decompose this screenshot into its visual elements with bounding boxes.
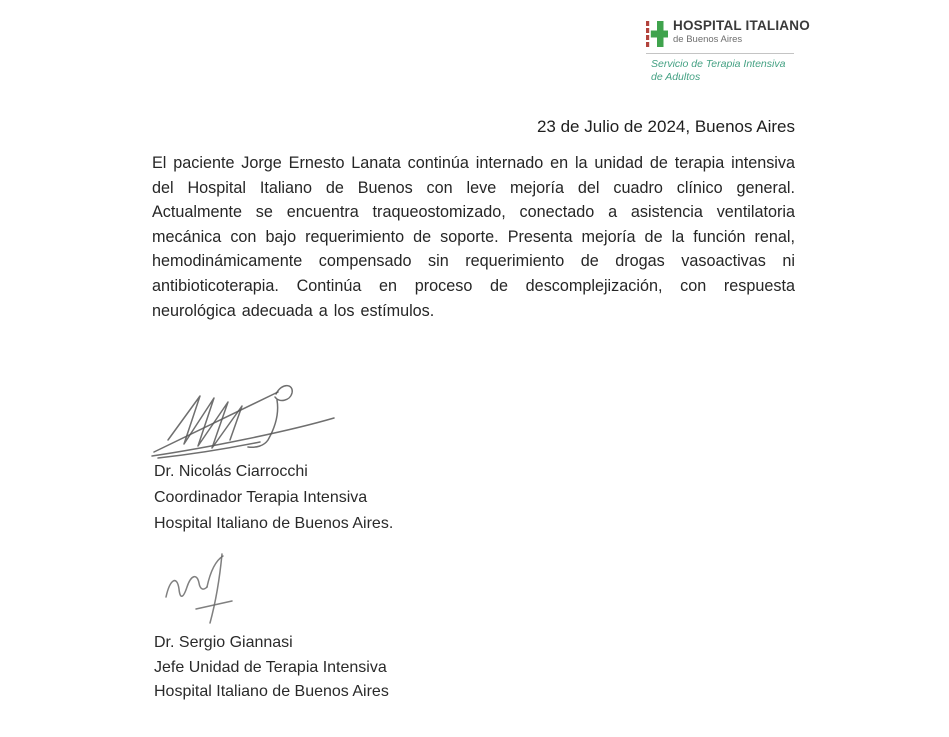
signatory-name: Dr. Sergio Giannasi: [154, 634, 293, 651]
signatory-name: Dr. Nicolás Ciarrocchi: [154, 463, 308, 480]
letter-body: El paciente Jorge Ernesto Lanata continúa internado en la unidad de terapia intensiva del Hospital Italiano de Buenos con leve mejoría del cuadro clínico general. Actualmente se encuentra traqueostomizado, conectado a asistencia ventilatoria mecánica con bajo requerimiento de soporte. Presenta mejoría de la función renal, hemodinámicamente compensado sin requerimiento de drogas vasoactivas ni antibioticoterapia. Continúa en proceso de descomplejización, con respuesta neurológica adecuada a los estímulos.: [152, 154, 795, 320]
logo-divider: [646, 53, 794, 54]
signatory-title: Coordinador Terapia Intensiva: [154, 489, 368, 506]
service-line2: de Adultos: [651, 70, 701, 83]
signatory-block-1: [154, 459, 393, 537]
signatory-block-2: [154, 631, 389, 705]
signatory-org: Hospital Italiano de Buenos Aires.: [154, 515, 394, 532]
hospital-name: HOSPITAL ITALIANO: [673, 18, 810, 33]
hospital-cross-icon: [646, 20, 668, 48]
date-line: 23 de Julio de 2024, Buenos Aires: [536, 117, 795, 136]
hospital-location: de Buenos Aires: [673, 33, 743, 45]
signatory-org: Hospital Italiano de Buenos Aires: [154, 683, 389, 700]
signatory-title: Jefe Unidad de Terapia Intensiva: [154, 658, 387, 676]
logo-row: [646, 18, 810, 48]
service-line1: Servicio de Terapia Intensiva: [651, 58, 786, 70]
hospital-logo: [646, 18, 810, 83]
service-name: [651, 58, 798, 83]
logo-text: [673, 19, 810, 44]
signature-giannasi: [156, 549, 246, 635]
signature-ciarrocchi: [146, 376, 338, 460]
